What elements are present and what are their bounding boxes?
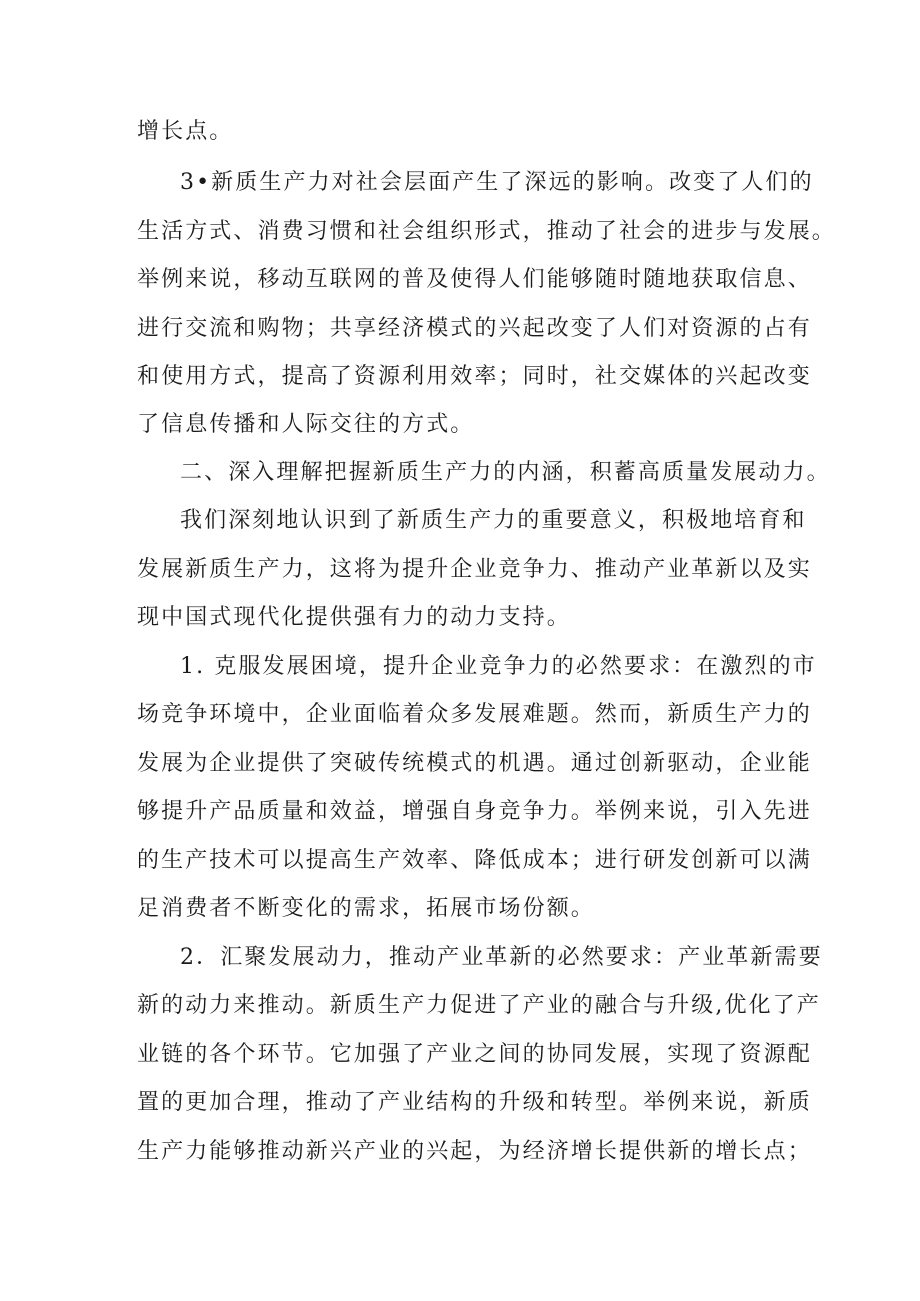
- text-line: 我们深刻地认识到了新质生产力的重要意义，积极地培育和: [180, 508, 807, 533]
- text-line: 场竞争环境中，企业面临着众多发展难题。然而，新质生产力的: [137, 702, 812, 727]
- text-line: 举例来说，移动互联网的普及使得人们能够随时随地获取信息、: [137, 267, 812, 292]
- text-line: 生产力能够推动新兴产业的兴起，为经济增长提供新的增长点；: [137, 1139, 812, 1164]
- text-line: 置的更加合理，推动了产业结构的升级和转型。举例来说，新质: [137, 1090, 812, 1115]
- text-line: 业链的各个环节。它加强了产业之间的协同发展，实现了资源配: [137, 1042, 812, 1067]
- text-line: 发展为企业提供了突破传统模式的机遇。通过创新驱动，企业能: [137, 751, 812, 776]
- text-line: 2．汇聚发展动力，推动产业革新的必然要求：产业革新需要: [180, 945, 823, 970]
- text-line: 和使用方式，提高了资源利用效率；同时，社交媒体的兴起改变: [137, 364, 812, 389]
- text-line: 足消费者不断变化的需求，拓展市场份额。: [137, 896, 595, 921]
- text-line: 1. 克服发展困境，提升企业竞争力的必然要求：在激烈的市: [180, 654, 817, 679]
- text-line: 进行交流和购物；共享经济模式的兴起改变了人们对资源的占有: [137, 316, 812, 341]
- text-line: 了信息传播和人际交往的方式。: [137, 412, 475, 437]
- text-line: 生活方式、消费习惯和社会组织形式，推动了社会的进步与发展。: [137, 219, 836, 244]
- text-line: 够提升产品质量和效益，增强自身竞争力。举例来说，引入先进: [137, 799, 812, 824]
- text-line: 新的动力来推动。新质生产力促进了产业的融合与升级,优化了产: [137, 993, 821, 1018]
- text-line: 现中国式现代化提供强有力的动力支持。: [137, 605, 571, 630]
- text-line: 3•新质生产力对社会层面产生了深远的影响。改变了人们的: [180, 170, 814, 195]
- section-heading: 二、深入理解把握新质生产力的内涵，积蓄高质量发展动力。: [180, 460, 831, 485]
- text-line: 的生产技术可以提高生产效率、降低成本；进行研发创新可以满: [137, 848, 812, 873]
- text-line: 发展新质生产力，这将为提升企业竞争力、推动产业革新以及实: [137, 557, 812, 582]
- text-line: 增长点。: [137, 119, 234, 144]
